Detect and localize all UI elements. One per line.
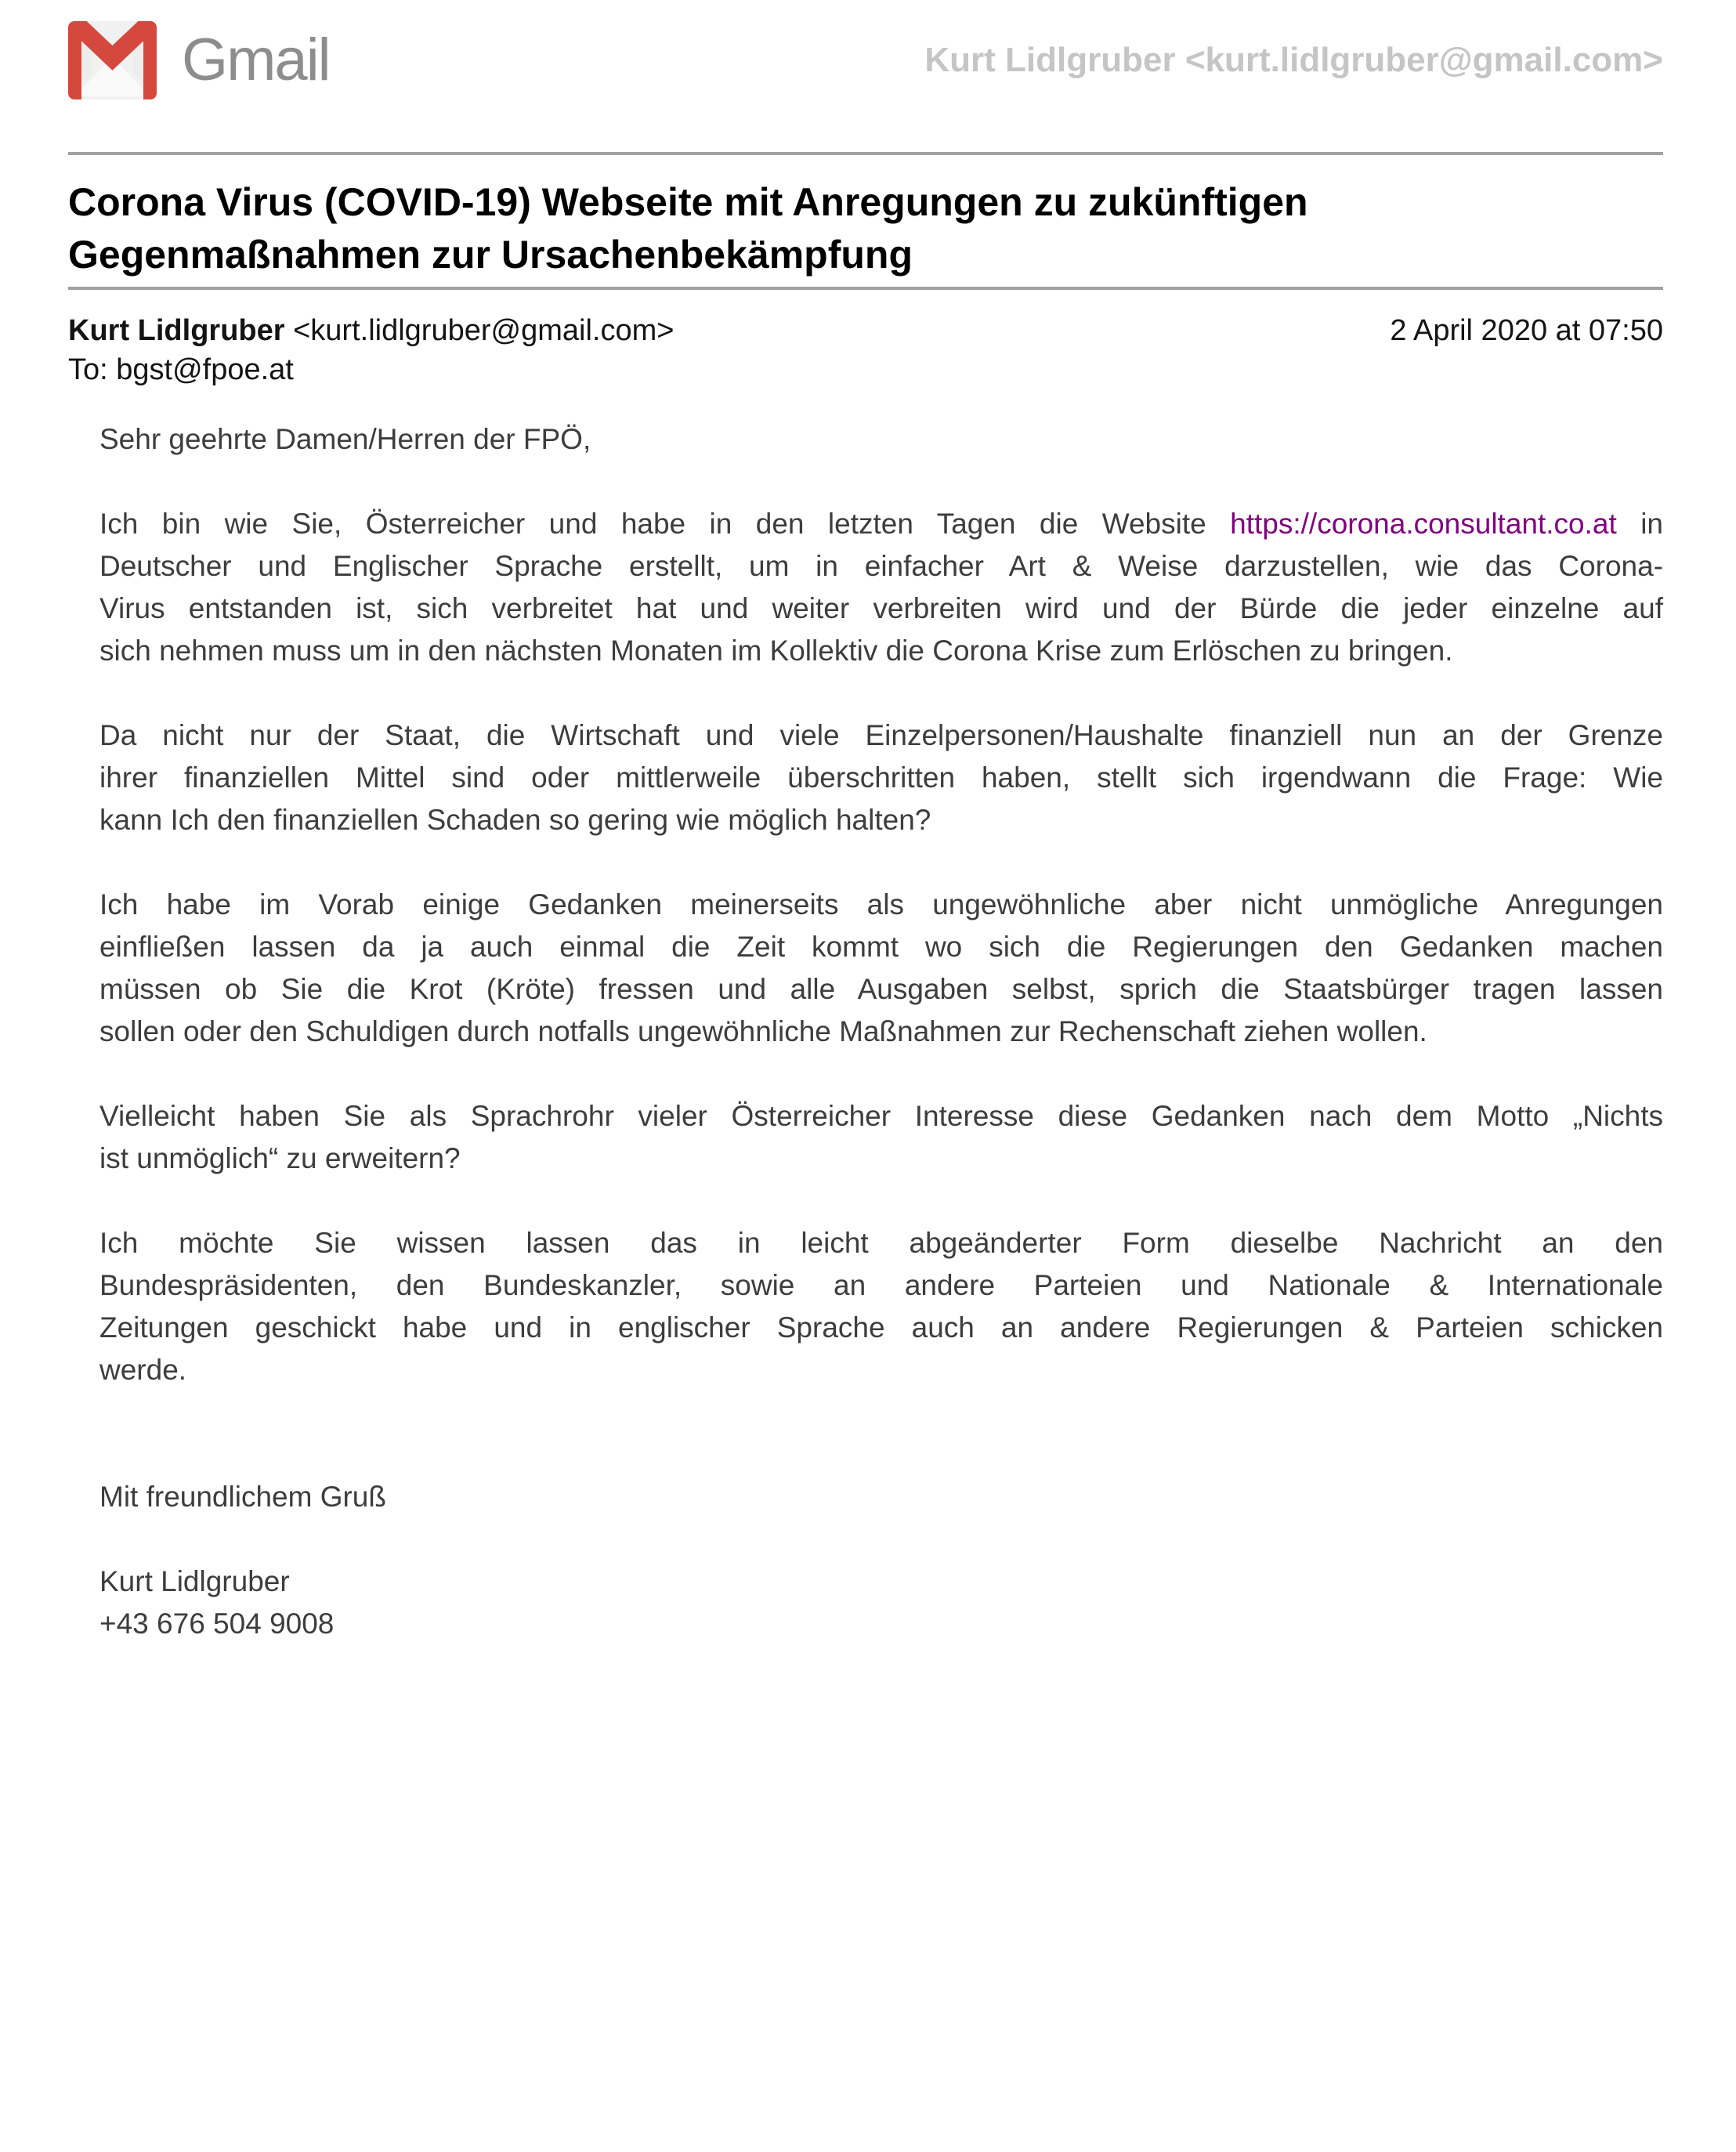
body-text-segment: Ich habe im Vorab einige Gedanken meinerseits als ungewöhnliche aber nicht unmögliche Anregungen: [99, 888, 1663, 920]
body-paragraph: [99, 1095, 1663, 1180]
body-line: [99, 1264, 1663, 1307]
body-line: [99, 926, 1663, 968]
body-text-segment: Ich möchte Sie wissen lassen das in leicht abgeänderter Form dieselbe Nachricht an den: [99, 1227, 1663, 1259]
body-line: [99, 757, 1663, 799]
body-text-segment: sich nehmen muss um in den nächsten Monaten im Kollektiv die Corona Krise zum Erlöschen zu bringen.: [99, 635, 1453, 667]
divider-subject: [68, 287, 1663, 290]
email-body: [68, 418, 1663, 1645]
message-date: 2 April 2020 at 07:50: [1390, 314, 1663, 347]
body-text-segment: Bundespräsidenten, den Bundeskanzler, sowie an andere Parteien und Nationale & Internationale: [99, 1269, 1663, 1301]
body-line: [99, 1011, 1663, 1053]
signature: [99, 1561, 1663, 1645]
sender-name: Kurt Lidlgruber: [68, 314, 285, 347]
message-meta: [68, 311, 1663, 350]
body-line: [99, 545, 1663, 588]
closing: [99, 1476, 1663, 1518]
account-email: Kurt Lidlgruber <kurt.lidlgruber@gmail.com>: [924, 40, 1663, 79]
body-paragraph: [99, 884, 1663, 1053]
body-text-segment: einfließen lassen da ja auch einmal die Zeit kommt wo sich die Regierungen den Gedanken machen: [99, 931, 1663, 963]
greeting-line: Sehr geehrte Damen/Herren der FPÖ,: [99, 423, 591, 455]
body-text-segment: Virus entstanden ist, sich verbreitet hat und weiter verbreiten wird und der Bürde die jeder einzelne auf: [99, 592, 1663, 624]
body-line: [99, 1137, 1663, 1180]
body-paragraph: [99, 503, 1663, 672]
signature-name: Kurt Lidlgruber: [99, 1565, 290, 1597]
closing-line: Mit freundlichem Gruß: [99, 1481, 386, 1513]
body-line: [99, 588, 1663, 630]
body-paragraph: [99, 714, 1663, 841]
gmail-logo-icon: [68, 21, 157, 99]
body-text-segment: sollen oder den Schuldigen durch notfalls ungewöhnliche Maßnahmen zur Rechenschaft ziehen wollen.: [99, 1015, 1427, 1047]
body-text-segment: müssen ob Sie die Krot (Kröte) fressen und alle Ausgaben selbst, sprich die Staatsbürger tragen lassen: [99, 973, 1663, 1005]
body-paragraph: [99, 1222, 1663, 1391]
gmail-wordmark: Gmail: [182, 26, 330, 93]
body-text-segment: Ich bin wie Sie, Österreicher und habe in den letzten Tagen die Website: [99, 508, 1231, 540]
body-paragraphs: [99, 503, 1663, 1391]
body-text-segment: Vielleicht haben Sie als Sprachrohr vieler Österreicher Interesse diese Gedanken nach dem Motto „Nichts: [99, 1100, 1663, 1132]
greeting: [99, 418, 1663, 461]
body-line: [99, 1307, 1663, 1349]
body-line: [99, 884, 1663, 926]
signature-phone: +43 676 504 9008: [99, 1608, 335, 1640]
body-line: [99, 1222, 1663, 1264]
body-line: [99, 503, 1663, 545]
body-text-segment: ihrer finanziellen Mittel sind oder mittlerweile überschritten haben, stellt sich irgendwann die Frage: Wie: [99, 761, 1663, 794]
body-text-segment: kann Ich den finanziellen Schaden so gering wie möglich halten?: [99, 804, 931, 836]
print-header: [68, 18, 1663, 102]
body-text-segment: Deutscher und Englischer Sprache erstellt, um in einfacher Art & Weise darzustellen, wie das Corona-: [99, 550, 1663, 582]
sender-address: <kurt.lidlgruber@gmail.com>: [284, 314, 675, 347]
subject-title: [68, 176, 1663, 281]
body-line: [99, 968, 1663, 1011]
body-text-segment: werde.: [99, 1354, 187, 1386]
body-line: [99, 630, 1663, 672]
body-text-segment: ist unmöglich“ zu erweitern?: [99, 1142, 461, 1174]
subject-line-2: Gegenmaßnahmen zur Ursachenbekämpfung: [68, 233, 913, 277]
subject-line-1: Corona Virus (COVID-19) Webseite mit Anregungen zu zukünftigen: [68, 180, 1308, 224]
sender: [68, 311, 674, 350]
body-text-segment: in: [1616, 508, 1664, 540]
gmail-brand: [68, 21, 329, 99]
body-text-segment: Da nicht nur der Staat, die Wirtschaft und viele Einzelpersonen/Haushalte finanziell nun an der Grenze: [99, 719, 1663, 751]
body-text-segment: Zeitungen geschickt habe und in englischer Sprache auch an andere Regierungen & Parteien schicken: [99, 1311, 1663, 1344]
body-line: [99, 1349, 1663, 1391]
body-line: [99, 799, 1663, 841]
body-link[interactable]: https://corona.consultant.co.at: [1230, 508, 1617, 540]
body-line: [99, 714, 1663, 757]
recipient-line: To: bgst@fpoe.at: [68, 353, 294, 386]
body-line: [99, 1095, 1663, 1137]
divider-top: [68, 152, 1663, 155]
